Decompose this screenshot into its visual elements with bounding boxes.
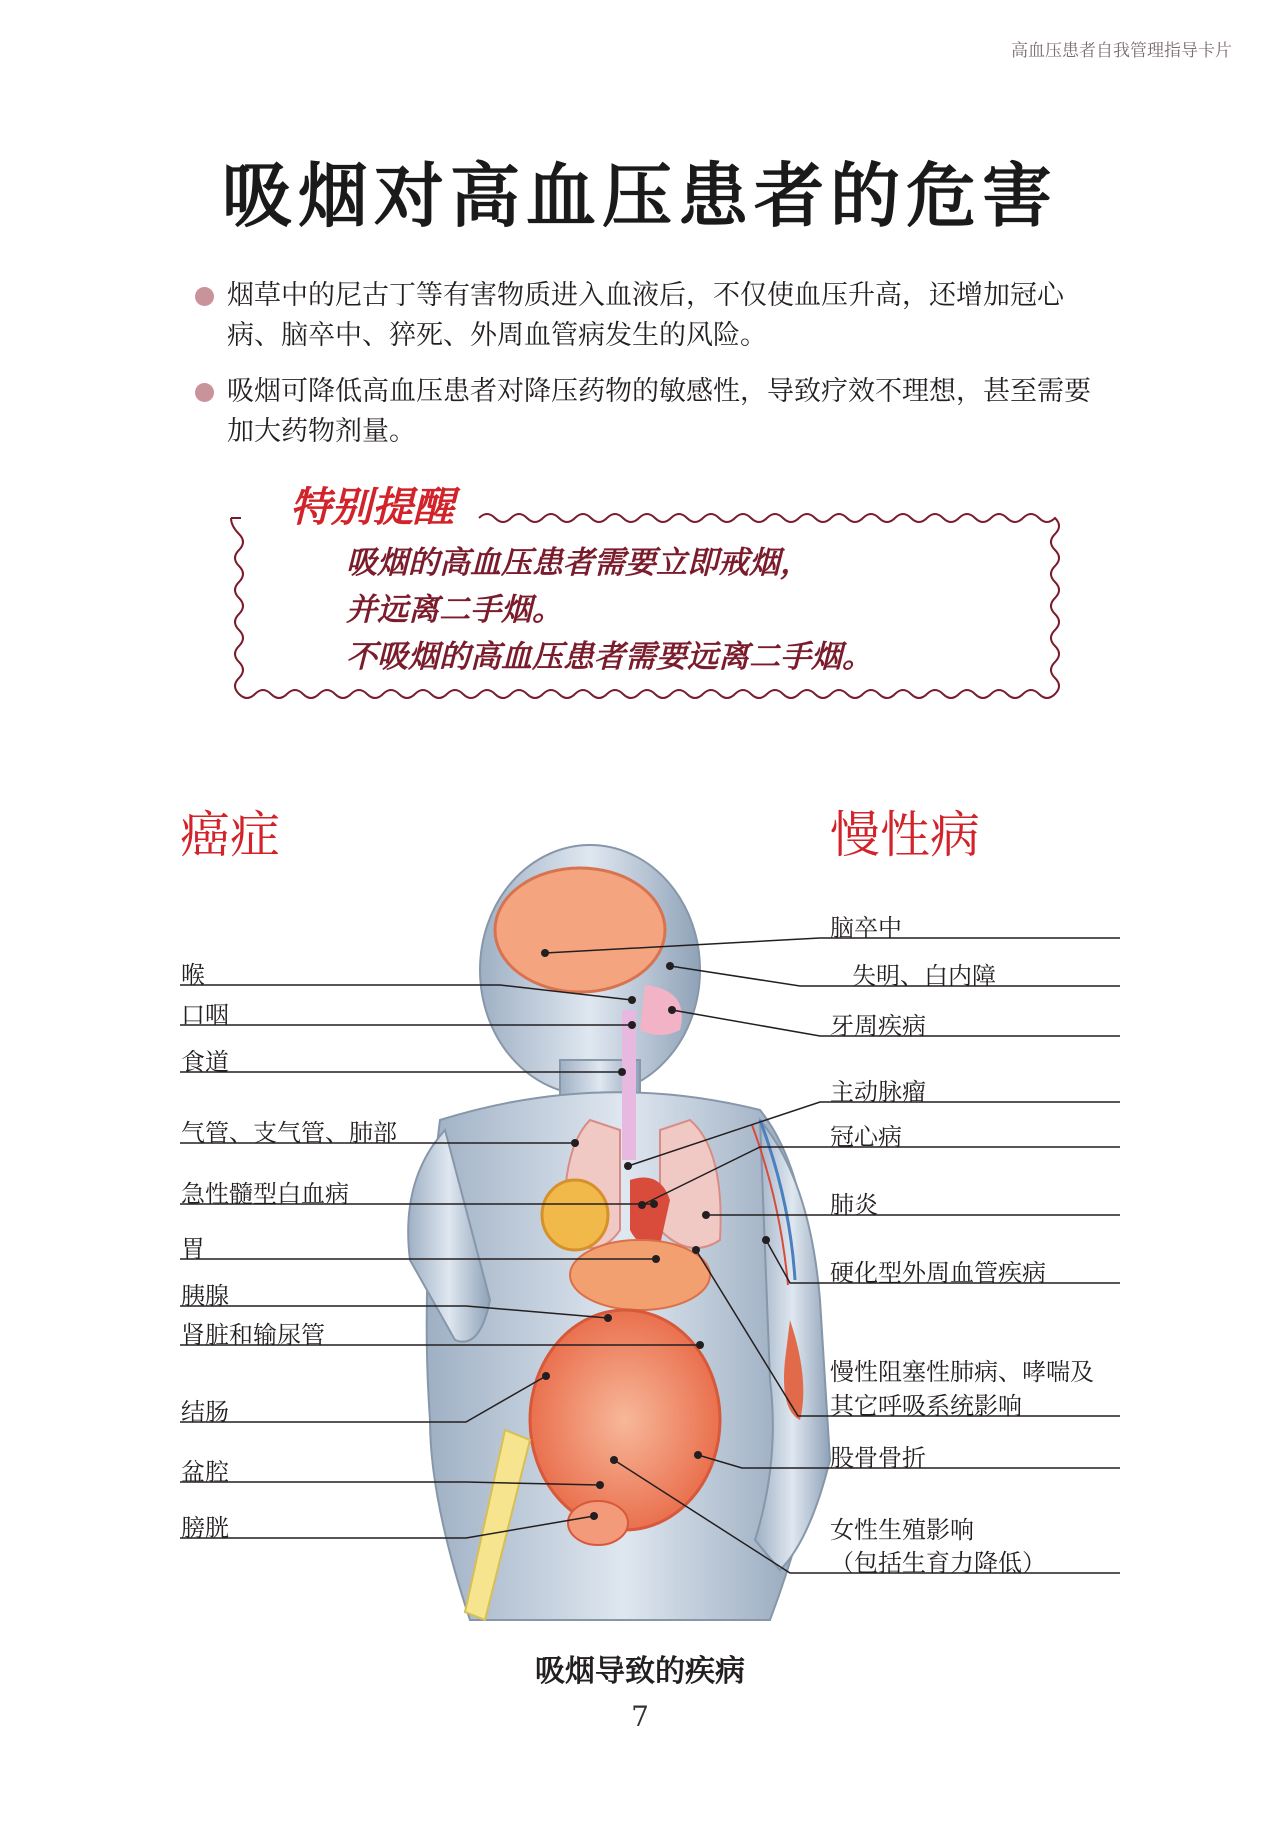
chronic-label-respiratory: 其它呼吸系统影响 (830, 1392, 1022, 1420)
chronic-label-fertility: （包括生育力降低） (830, 1549, 1046, 1577)
stomach (570, 1240, 710, 1310)
reminder-line: 并远离二手烟。 (346, 592, 563, 628)
cancer-label-pancreas: 胰腺 (181, 1282, 229, 1310)
page-header: 高血压患者自我管理指导卡片 (1011, 41, 1232, 61)
cancer-label-esophagus: 食道 (181, 1048, 229, 1076)
chronic-label-periodontal: 牙周疾病 (830, 1012, 926, 1040)
intestines (530, 1310, 720, 1530)
cancer-label-kidney: 肾脏和输尿管 (181, 1321, 325, 1349)
page-number: 7 (631, 1700, 649, 1733)
bullet-text: 烟草中的尼古丁等有害物质进入血液后，不仅使血压升高，还增加冠心病、脑卒中、猝死、外周血管病发生的风险。 (227, 280, 1064, 351)
section-cancer-heading: 癌症 (180, 806, 280, 864)
section-chronic-heading: 慢性病 (830, 806, 980, 864)
bullet-text: 吸烟可降低高血压患者对降压药物的敏感性，导致疗效不理想，甚至需要加大药物剂量。 (227, 376, 1091, 447)
cancer-label-larynx: 喉 (181, 961, 205, 989)
cancer-label-colon: 结肠 (181, 1398, 229, 1426)
chronic-label-pneumonia: 肺炎 (830, 1191, 878, 1219)
chronic-label-stroke: 脑卒中 (830, 914, 902, 942)
cancer-label-pelvis: 盆腔 (181, 1458, 229, 1486)
cancer-label-bladder: 膀胱 (181, 1514, 229, 1542)
reminder-line: 吸烟的高血压患者需要立即戒烟， (346, 545, 811, 581)
chronic-label-pvd: 硬化型外周血管疾病 (830, 1259, 1046, 1287)
trachea (622, 1010, 636, 1160)
chronic-label-reproductive: 女性生殖影响 (830, 1516, 974, 1544)
chronic-label-chd: 冠心病 (830, 1123, 902, 1151)
cancer-label-stomach: 胃 (181, 1235, 205, 1263)
reminder-title: 特别提醒 (282, 474, 462, 533)
bladder (568, 1501, 628, 1545)
pancreas (542, 1180, 608, 1250)
page-title: 吸烟对高血压患者的危害 (222, 155, 1058, 237)
cancer-label-leukemia: 急性髓型白血病 (181, 1180, 349, 1208)
figure-caption: 吸烟导致的疾病 (535, 1654, 745, 1689)
chronic-label-hip-fracture: 股骨骨折 (830, 1444, 926, 1472)
chronic-label-blindness: 失明、白内障 (852, 962, 996, 990)
chronic-label-copd: 慢性阻塞性肺病、哮喘及 (830, 1358, 1094, 1386)
brain (495, 868, 665, 992)
cancer-label-oropharynx: 口咽 (181, 1001, 229, 1029)
reminder-line: 不吸烟的高血压患者需要远离二手烟。 (346, 639, 873, 675)
cancer-label-lung: 气管、支气管、肺部 (181, 1119, 397, 1147)
chronic-label-aneurysm: 主动脉瘤 (830, 1078, 926, 1106)
